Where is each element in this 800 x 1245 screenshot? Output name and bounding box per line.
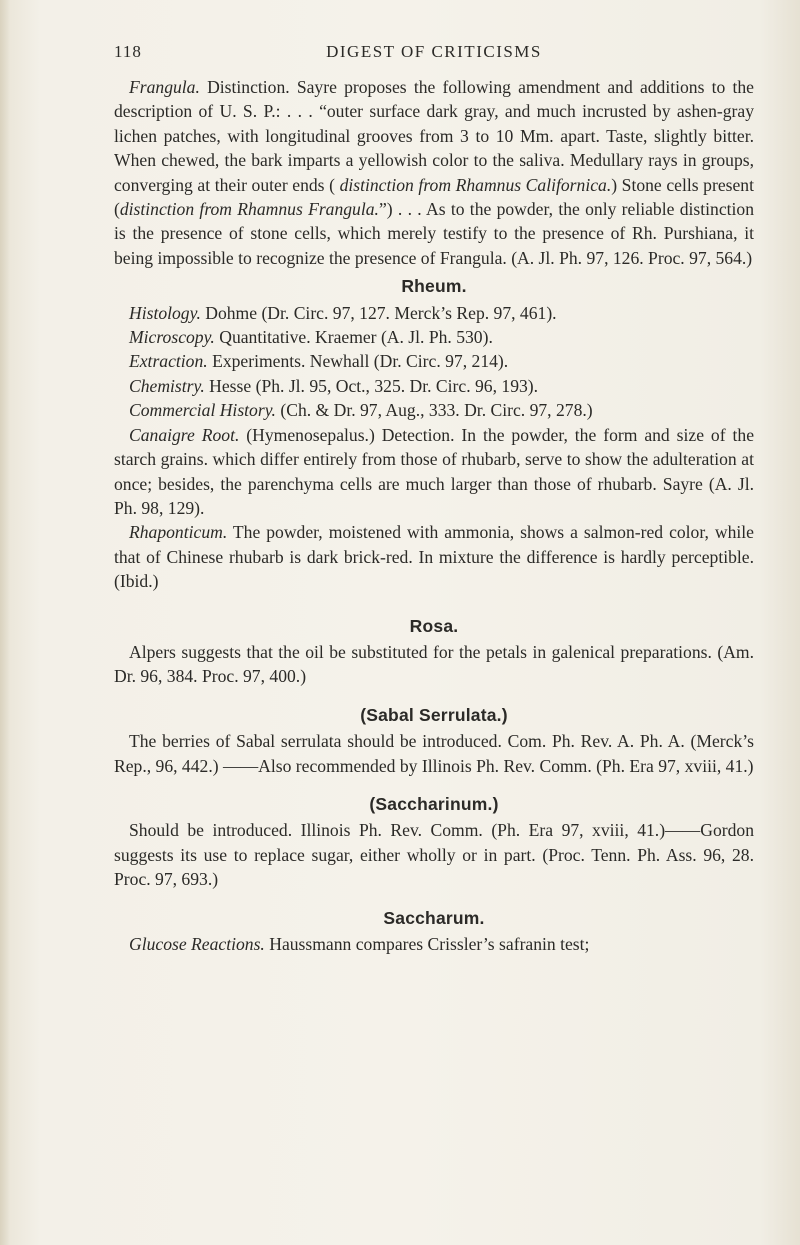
rheum-commercial-history: Commercial History. (Ch. & Dr. 97, Aug., 333. Dr. Circ. 97, 278.): [129, 400, 593, 421]
saccharinum-paragraph: Should be introduced. Illinois Ph. Rev. Comm. (Ph. Era 97, xviii, 41.)——Gordon suggests its use to replace sugar, either wholly or in part. (Proc. Tenn. Ph. Ass. 96, 28. Proc. 97, 693.): [114, 820, 754, 890]
rheum-canaigre-root: Canaigre Root. (Hymenosepalus.) Detection. In the powder, the form and size of the starch grains. which differ entirely from those of rhubarb, serve to show the adulteration at once; besides, the parenchyma cells are much larger than those of rhubarb. Sayre (A. Jl. Ph. 98, 129).: [114, 424, 754, 518]
frangula-label: Frangula.: [129, 77, 200, 97]
section-heading-sabal-serrulata: (Sabal Serrulata.): [360, 704, 508, 725]
rheum-rhaponticum: Rhaponticum. The powder, moistened with ammonia, shows a salmon-red color, while that of Chinese rhubarb is dark brick-red. In mixture the difference is hardly perceptible. (Ibid.): [114, 522, 754, 592]
rheum-extraction: Extraction. Experiments. Newhall (Dr. Circ. 97, 214).: [129, 351, 509, 372]
rheum-microscopy: Microscopy. Quantitative. Kraemer (A. Jl. Ph. 530).: [129, 327, 493, 348]
section-heading-rosa: Rosa.: [409, 615, 459, 636]
page-spine-shadow: [0, 0, 10, 1245]
frangula-paragraph: Frangula. Distinction. Sayre proposes the following amendment and additions to the description of U. S. P.: . . . “outer surface dark gray, and much incrusted by ashen-gray lichen patches, with longitudinal grooves from 3 to 10 Mm. apart. Taste, slightly bitter. When chewed, the bark imparts a yellowish color to the saliva. Medullary rays in groups, converging at their outer ends ( distinction from Rhamnus Californica.) Stone cells present (distinction from Rhamnus Frangula.”) . . . As to the powder, the only reliable distinction is the presence of stone cells, which merely testify to the presence of Rh. Purshiana, it being impossible to recognize the presence of Frangula. (A. Jl. Ph. 97, 126. Proc. 97, 564.): [114, 77, 754, 268]
page-number: 118: [114, 42, 142, 61]
sabal-paragraph: The berries of Sabal serrulata should be introduced. Com. Ph. Rev. A. Ph. A. (Merck’s Rep., 96, 442.) ——Also recommended by Illinois Ph. Rev. Comm. (Ph. Era 97, xviii, 41.): [114, 731, 754, 776]
rheum-histology: Histology. Dohme (Dr. Circ. 97, 127. Merck’s Rep. 97, 461).: [129, 302, 557, 323]
running-title: DIGEST OF CRITICISMS: [326, 42, 542, 61]
section-heading-saccharum: Saccharum.: [383, 907, 485, 928]
rosa-paragraph: Alpers suggests that the oil be substituted for the petals in galenical preparations. (Am. Dr. 96, 384. Proc. 97, 400.): [114, 641, 754, 687]
section-heading-saccharinum: (Saccharinum.): [369, 793, 499, 814]
saccharum-glucose-reactions: Glucose Reactions. Haussmann compares Crissler’s safranin test;: [129, 934, 590, 954]
running-head: [114, 42, 754, 66]
section-heading-rheum: Rheum.: [401, 276, 467, 297]
rheum-chemistry: Chemistry. Hesse (Ph. Jl. 95, Oct., 325. Dr. Circ. 96, 193).: [129, 375, 539, 396]
page-body: [114, 75, 754, 956]
